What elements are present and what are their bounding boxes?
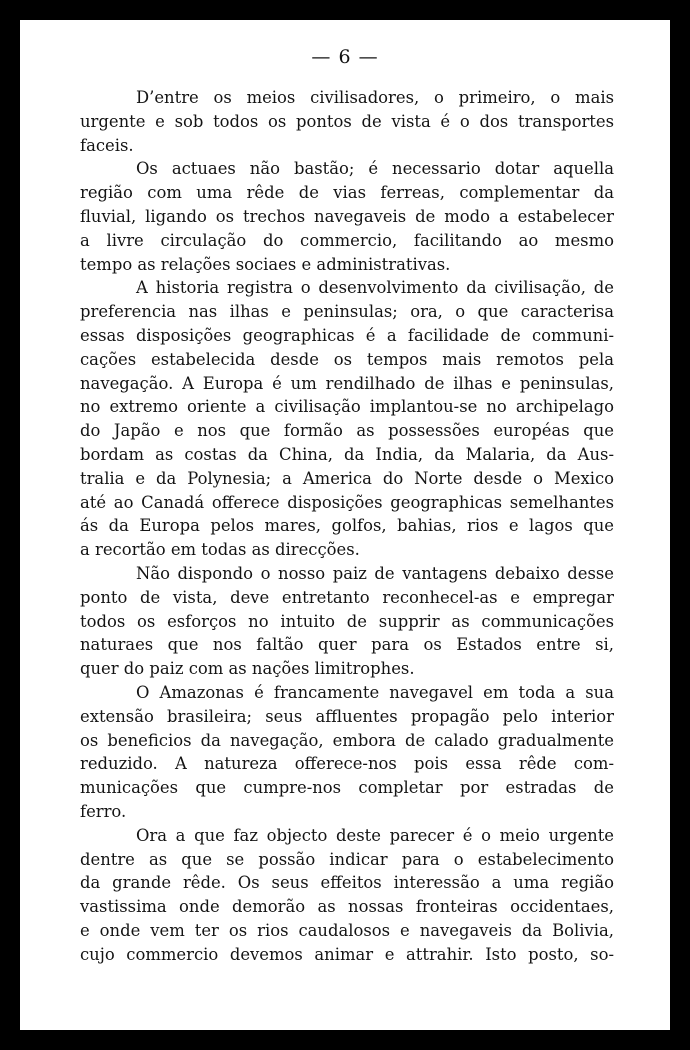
text-line: tralia e da Polynesia; a America do Norte desde o Mexico bbox=[80, 468, 614, 488]
text-line: todos os esforços no intuito de supprir as communicações bbox=[80, 611, 614, 631]
text-line: navegação. A Europa é um rendilhado de ilhas e peninsulas, bbox=[80, 373, 614, 393]
paragraph-3 bbox=[80, 276, 614, 562]
text-line: quer do paiz com as nações limitrophes. bbox=[80, 659, 415, 679]
text-line: Não dispondo o nosso paiz de vantagens debaixo desse bbox=[136, 563, 614, 583]
text-line: ás da Europa pelos mares, golfos, bahias, rios e lagos que bbox=[80, 516, 614, 536]
text-line: dentre as que se possão indicar para o estabelecimento bbox=[80, 849, 614, 869]
text-line: ferro. bbox=[80, 801, 127, 821]
document-page bbox=[20, 20, 670, 1030]
text-line: cujo commercio devemos animar e attrahir. Isto posto, so- bbox=[80, 944, 614, 964]
text-line: até ao Canadá offerece disposições geographicas semelhantes bbox=[80, 492, 614, 512]
text-line: fluvial, ligando os trechos navegaveis de modo a estabelecer bbox=[80, 206, 614, 226]
text-line: da grande rêde. Os seus effeitos interessão a uma região bbox=[80, 873, 614, 893]
text-line: a livre circulação do commercio, facilitando ao mesmo bbox=[80, 230, 614, 250]
text-line: do Japão e nos que formão as possessões européas que bbox=[80, 421, 614, 441]
text-line: essas disposições geographicas é a facilidade de communi- bbox=[80, 325, 614, 345]
paragraph-5 bbox=[80, 681, 614, 824]
paragraph-4 bbox=[80, 562, 614, 681]
text-line: Ora a que faz objecto deste parecer é o meio urgente bbox=[136, 825, 614, 845]
text-line: no extremo oriente a civilisação implantou-se no archipelago bbox=[80, 397, 614, 417]
text-line: região com uma rêde de vias ferreas, complementar da bbox=[80, 183, 614, 203]
text-line: preferencia nas ilhas e peninsulas; ora, o que caracterisa bbox=[80, 302, 614, 322]
text-line: cações estabelecida desde os tempos mais remotos pela bbox=[80, 349, 614, 369]
text-line: a recortão em todas as direcções. bbox=[80, 540, 360, 560]
text-line: ponto de vista, deve entretanto reconhecel-as e empregar bbox=[80, 587, 614, 607]
page-number: — 6 — bbox=[311, 46, 379, 68]
paragraph-6 bbox=[80, 824, 614, 967]
text-line: extensão brasileira; seus affluentes propagão pelo interior bbox=[80, 706, 614, 726]
text-line: Os actuaes não bastão; é necessario dotar aquella bbox=[136, 159, 614, 179]
text-line: D’entre os meios civilisadores, o primeiro, o mais bbox=[136, 88, 614, 107]
text-line: reduzido. A natureza offerece-nos pois essa rêde com- bbox=[80, 754, 614, 774]
text-line: os beneficios da navegação, embora de calado gradualmente bbox=[80, 730, 614, 750]
text-line: faceis. bbox=[80, 135, 134, 155]
text-line: urgente e sob todos os pontos de vista é o dos transportes bbox=[80, 111, 614, 131]
text-line: A historia registra o desenvolvimento da civilisação, de bbox=[136, 278, 614, 298]
text-line: O Amazonas é francamente navegavel em toda a sua bbox=[136, 682, 614, 702]
paragraph-1 bbox=[80, 86, 614, 157]
body-text bbox=[80, 86, 614, 966]
text-line: vastissima onde demorão as nossas fronteiras occidentaes, bbox=[80, 897, 614, 917]
paragraph-2 bbox=[80, 157, 614, 276]
text-line: naturaes que nos faltão quer para os Estados entre si, bbox=[80, 635, 614, 655]
text-line: tempo as relações sociaes e administrativas. bbox=[80, 254, 451, 274]
text-line: municações que cumpre-nos completar por estradas de bbox=[80, 778, 614, 798]
text-line: bordam as costas da China, da India, da Malaria, da Aus- bbox=[80, 444, 614, 464]
text-line: e onde vem ter os rios caudalosos e navegaveis da Bolivia, bbox=[80, 920, 614, 940]
